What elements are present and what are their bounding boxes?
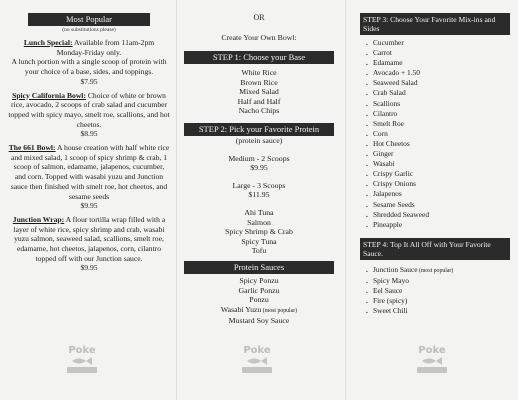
protein-sauces-header: Protein Sauces <box>184 261 334 274</box>
step-4-header: STEP 4: Top It All Off with Your Favorite Sauce. <box>360 238 510 260</box>
create-bowl-title: Create Your Own Bowl: <box>221 33 297 42</box>
base-option: Half and Half <box>237 96 281 106</box>
topping-sauce-item: . Sweet Chili <box>366 306 510 316</box>
mixin-item: . Corn <box>366 129 510 139</box>
or-label: OR <box>253 13 265 22</box>
protein-option: Tofu <box>251 246 267 256</box>
topping-sauce-item: . Fire (spicy) <box>366 296 510 306</box>
lunch-special-item <box>8 38 170 87</box>
base-option: Brown Rice <box>240 77 278 87</box>
spicy-california-name: Spicy California Bowl: <box>12 90 86 100</box>
step-3-header: STEP 3: Choose Your Favorite Mix-ins and Sides <box>360 13 510 35</box>
junction-wrap-desc: A flour tortilla wrap filled with a layer of white rice, spicy shrimp and crab, wasabi yuzu salmon, seaweed salad, scallions, smelt roe, edamame, hot cheetos, jalapenos, corn, cilantro topped off with our Junction sauce. <box>13 214 166 263</box>
poke-junction-logo <box>412 345 452 379</box>
poke-junction-logo <box>237 345 277 379</box>
topping-sauce-junction <box>366 265 510 276</box>
protein-option: Ahi Tuna <box>244 207 274 217</box>
base-list <box>180 68 338 116</box>
mixin-item: . Hot Cheetos <box>366 139 510 149</box>
sauce-list <box>180 276 338 326</box>
topping-sauce-item: . Eel Sauce <box>366 286 510 296</box>
mixin-item: . Crab Salad <box>366 88 510 98</box>
step-2-header: STEP 2: Pick your Favorite Protein <box>184 123 334 136</box>
mixin-item: . Edamame <box>366 58 510 68</box>
mixin-item: . Avocado + 1.50 <box>366 68 510 78</box>
mixin-item: . Seaweed Salad <box>366 78 510 88</box>
protein-option: Salmon <box>247 217 271 227</box>
mixin-item: . Ginger <box>366 149 510 159</box>
fish-icon <box>71 356 93 366</box>
logo-word: Poke <box>68 345 96 356</box>
base-option: Nacho Chips <box>238 106 280 116</box>
lunch-special-hours: Available from 11am-2pm <box>72 38 155 47</box>
lunch-special-days: Monday-Friday only. <box>56 47 122 57</box>
junction-sauce-label: Junction Sauce <box>373 264 418 274</box>
no-substitutions-note: (no substitutions please) <box>62 27 116 33</box>
mixin-item: . Carrot <box>366 48 510 58</box>
wasabi-yuzu-label: Wasabi Yuzu <box>220 304 262 314</box>
sauce-option: Ponzu <box>249 295 269 305</box>
logo-word: Poke <box>243 345 271 356</box>
protein-option: Spicy Tuna <box>241 236 277 246</box>
topping-sauce-item: . Spicy Mayo <box>366 276 510 286</box>
bowl-661-name: The 661 Bowl: <box>8 143 56 153</box>
fold-line-right <box>345 0 346 400</box>
logo-banner <box>242 367 272 373</box>
mixin-item: . Cilantro <box>366 109 510 119</box>
most-popular-header: Most Popular <box>28 13 150 26</box>
mixin-item: . Cucumber <box>366 38 510 48</box>
spicy-california-price: $8.95 <box>80 129 98 139</box>
protein-option: Spicy Shrimp & Crab <box>225 227 293 237</box>
mixin-item: . Pineapple <box>366 220 510 230</box>
mixin-item: . Crispy Onions <box>366 179 510 189</box>
bowl-661-item <box>8 143 170 211</box>
bowl-661-desc: A house creation with half white rice and mixed salad, 1 scoop of spicy shrimp & crab, 1 scoop of salmon, edamame, jalapenos, cucumber, and corn. Topped with wasabi yuzu and Junction sauce then finished with smelt roe, hot cheetos, and sesame seeds <box>10 143 170 201</box>
base-option: Mixed Salad <box>239 87 279 97</box>
spicy-california-item <box>8 91 170 140</box>
step-1-header: STEP 1: Choose your Base <box>184 51 334 64</box>
bowl-661-price: $9.95 <box>80 201 98 211</box>
mixin-list <box>366 38 510 230</box>
spicy-california-desc: Choice of white or brown rice, avocado, 2 scoops of crab salad and cucumber topped with spicy mayo, smelt roe, scallions, and hot cheetos. <box>8 90 170 129</box>
topping-sauce-list <box>366 265 510 316</box>
junction-wrap-price: $9.95 <box>80 263 98 273</box>
create-bowl-column <box>180 0 338 400</box>
medium-price: $9.95 <box>250 163 268 173</box>
mixin-item: . Wasabi <box>366 159 510 169</box>
large-size: Large - 3 Scoops <box>232 180 286 190</box>
logo-banner <box>67 367 97 373</box>
mixin-item: . Smelt Roe <box>366 119 510 129</box>
fold-line-left <box>176 0 177 400</box>
most-popular-note: (most popular) <box>261 307 298 314</box>
mixins-column <box>360 0 510 400</box>
mixin-item: . Scallions <box>366 99 510 109</box>
base-option: White Rice <box>241 68 277 77</box>
fish-icon <box>421 356 443 366</box>
junction-wrap-name: Junction Wrap: <box>12 214 65 224</box>
large-price: $11.95 <box>248 190 270 200</box>
sauce-option: Mustard Soy Sauce <box>228 316 290 326</box>
lunch-special-name: Lunch Special: <box>23 38 73 47</box>
logo-banner <box>417 367 447 373</box>
protein-list <box>180 208 338 256</box>
mixin-item: . Jalapenos <box>366 189 510 199</box>
most-popular-note: (most popular) <box>417 267 454 274</box>
sauce-option: Spicy Ponzu <box>239 275 279 285</box>
fish-icon <box>246 356 268 366</box>
mixin-item: . Sesame Seeds <box>366 200 510 210</box>
most-popular-column <box>8 0 170 400</box>
poke-junction-logo <box>62 345 102 379</box>
medium-size: Medium - 2 Scoops <box>228 153 290 163</box>
lunch-special-desc: A lunch portion with a single scoop of protein with your choice of a base, sides, and toppings. <box>11 57 167 77</box>
protein-sauce-note: (protein sauce) <box>235 135 283 145</box>
mixin-item: . Shredded Seaweed <box>366 210 510 220</box>
lunch-special-price: $7.95 <box>80 76 98 86</box>
mixin-item: . Crispy Garlic <box>366 169 510 179</box>
logo-word: Poke <box>418 345 446 356</box>
sauce-option: Garlic Ponzu <box>238 285 280 295</box>
sauce-option-wasabi <box>180 305 338 317</box>
junction-wrap-item <box>8 215 170 273</box>
